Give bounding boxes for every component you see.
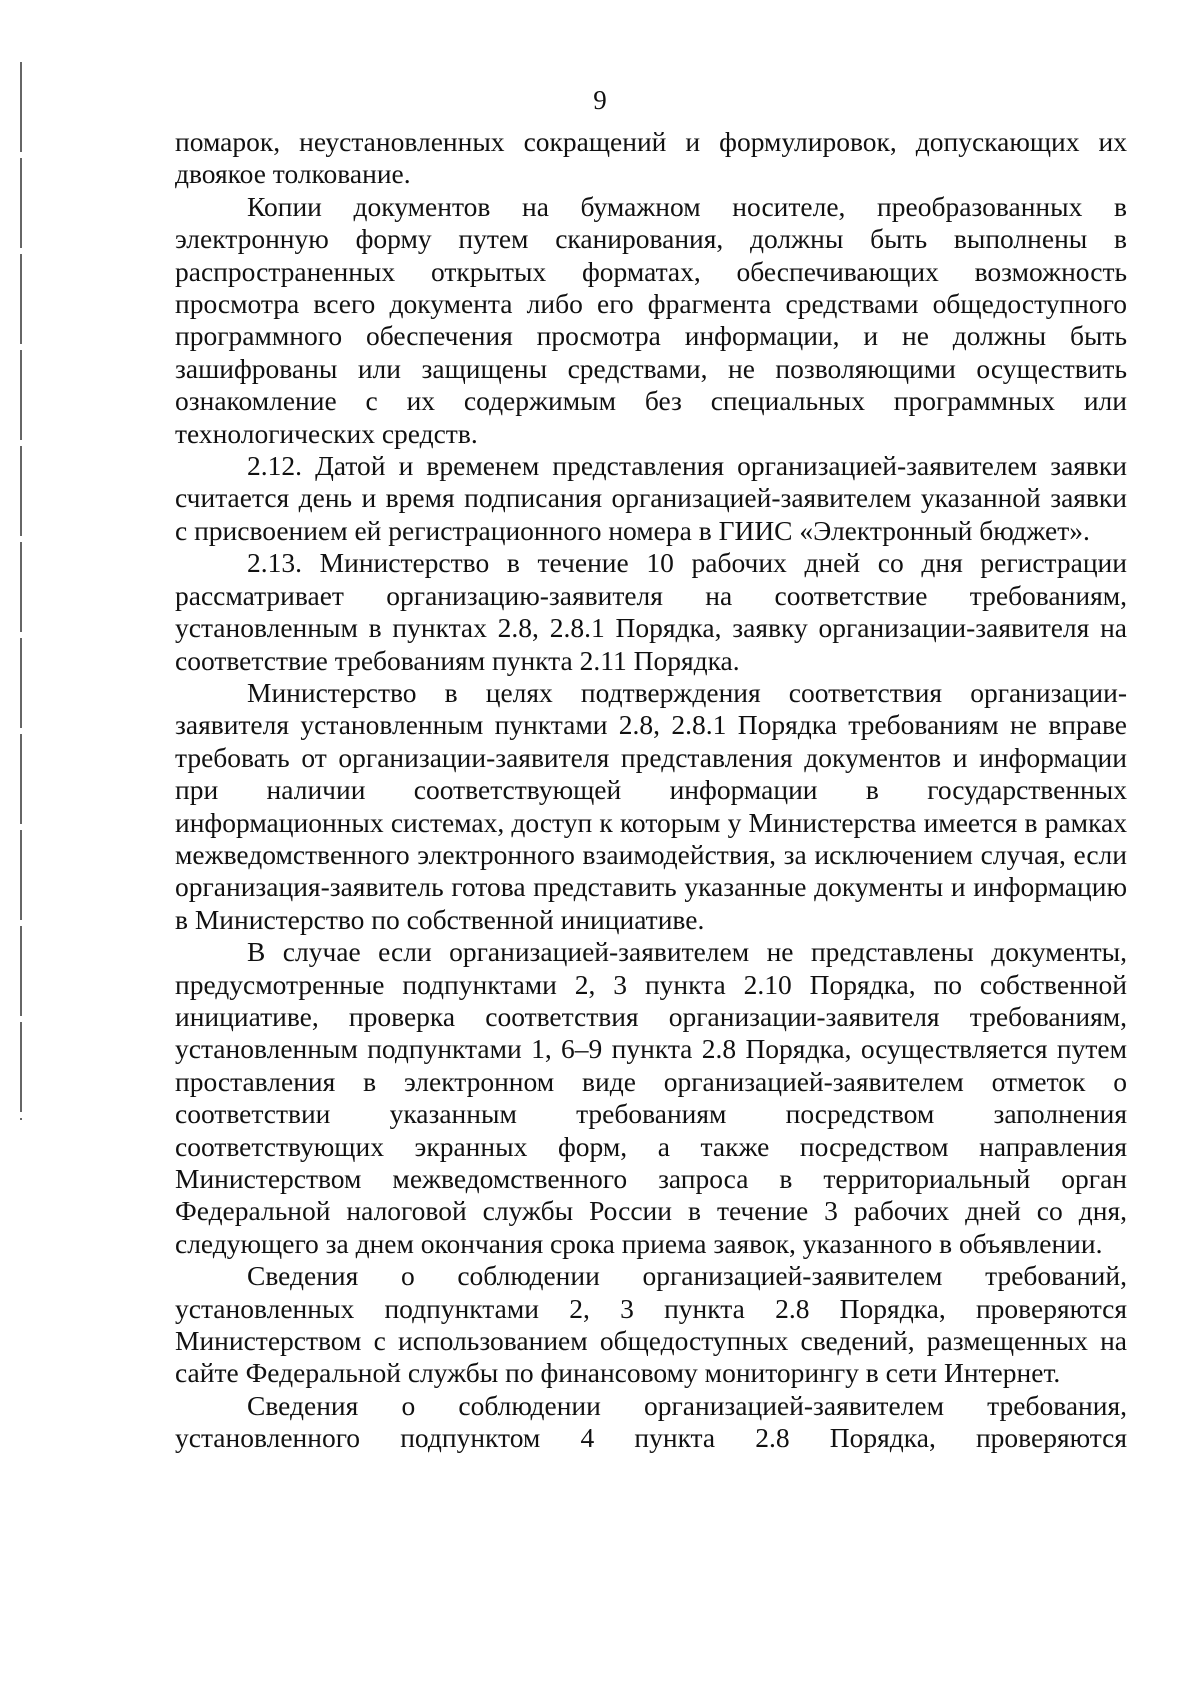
paragraph-6: В случае если организацией-заявителем не представлены документы, предусмотренные подпунктами 2, 3 пункта 2.10 Порядка, по собственной инициативе, проверка соответствия организации-заявителя требованиям, установленным подпунктами 1, 6–9 пункта 2.8 Порядка, осуществляется путем проставления в электронном виде организацией-заявителем отметок о соответствии указанным требованиям посредством заполнения соответствующих экранных форм, а также посредством направления Министерством межведомственного запроса в территориальный орган Федеральной налоговой службы России в течение 3 рабочих дней со дня, следующего за днем окончания срока приема заявок, указанного в объявлении. — [175, 936, 1127, 1259]
paragraph-2: Копии документов на бумажном носителе, преобразованных в электронную форму путем сканирования, должны быть выполнены в распространенных открытых форматах, обеспечивающих возможность просмотра всего документа либо его фрагмента средствами общедоступного программного обеспечения просмотра информации, и не должны быть зашифрованы или защищены средствами, не позволяющими осуществить ознакомление с их содержимым без специальных программных или технологических средств. — [175, 190, 1127, 449]
paragraph-8: Сведения о соблюдении организацией-заявителем требования, установленного подпунктом 4 пункта 2.8 Порядка, проверяются — [175, 1389, 1127, 1454]
page-number: 9 — [593, 85, 607, 115]
paragraph-3: 2.12. Датой и временем представления организацией-заявителем заявки считается день и время подписания организацией-заявителем указанной заявки с присвоением ей регистрационного номера в ГИИС «Электронный бюджет». — [175, 450, 1127, 546]
document-body — [175, 126, 1127, 1455]
paragraph-7: Сведения о соблюдении организацией-заявителем требований, установленных подпунктами 2, 3 пункта 2.8 Порядка, проверяются Министерством с использованием общедоступных сведений, размещенных на сайте Федеральной службы по финансовому мониторингу в сети Интернет. — [175, 1260, 1127, 1389]
paragraph-4: 2.13. Министерство в течение 10 рабочих дней со дня регистрации рассматривает организацию-заявителя на соответствие требованиям, установленным в пунктах 2.8, 2.8.1 Порядка, заявку организации-заявителя на соответствие требованиям пункта 2.11 Порядка. — [175, 547, 1127, 676]
paragraph-1: помарок, неустановленных сокращений и формулировок, допускающих их двоякое толкование. — [175, 126, 1127, 190]
paragraph-5: Министерство в целях подтверждения соответствия организации-заявителя установленным пунктами 2.8, 2.8.1 Порядка требованиям не вправе требовать от организации-заявителя представления документов и информации при наличии соответствующей информации в государственных информационных системах, доступ к которым у Министерства имеется в рамках межведомственного электронного взаимодействия, за исключением случая, если организация-заявитель готова представить указанные документы и информацию в Министерство по собственной инициативе. — [175, 676, 1127, 935]
scan-margin-line — [20, 62, 22, 1120]
